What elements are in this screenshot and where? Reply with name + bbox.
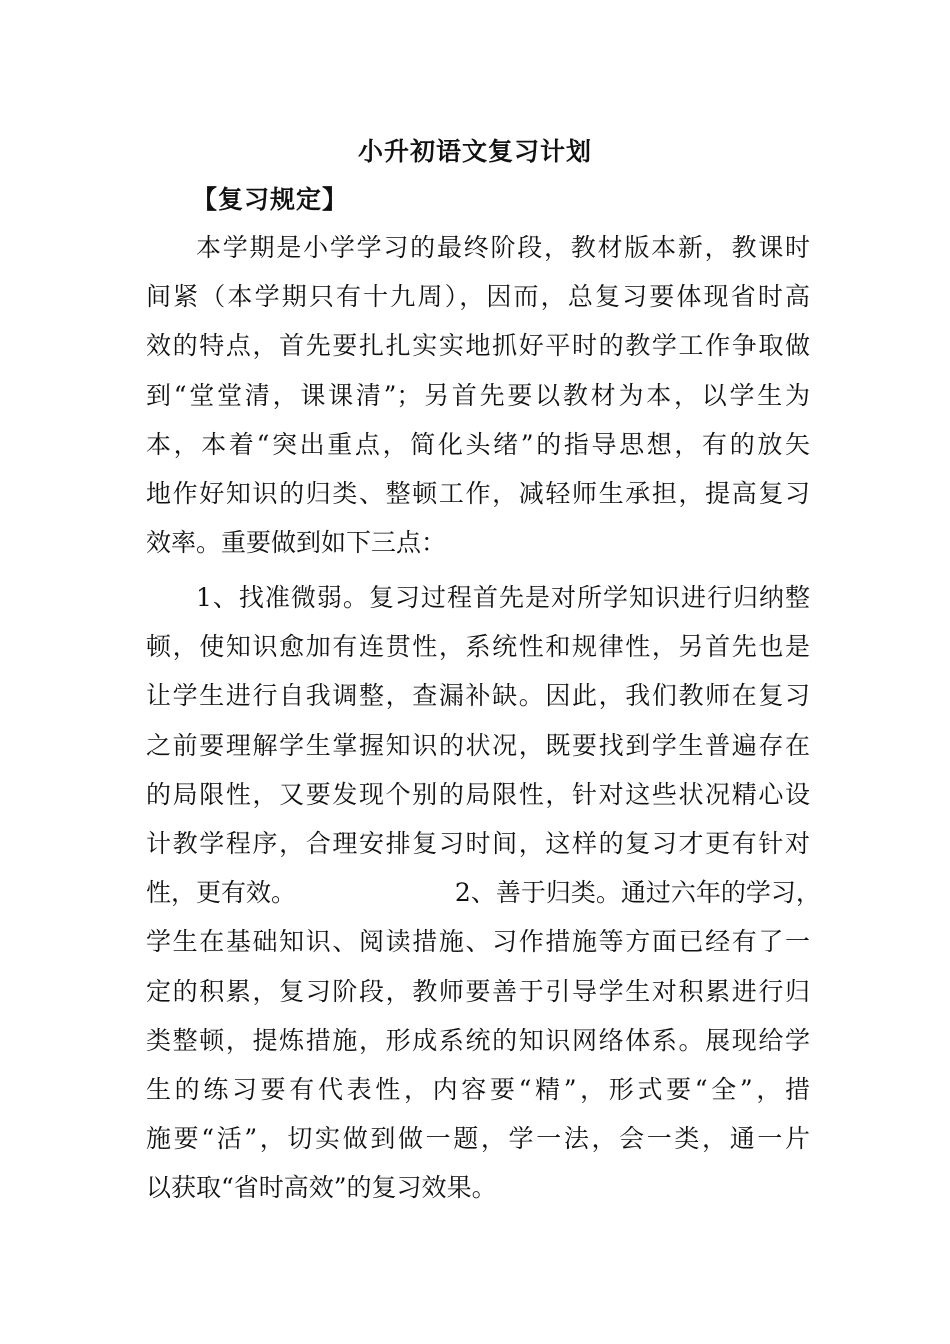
text-line: 到“堂堂清，课课清”；另首先要以教材为本，以学生为 bbox=[146, 380, 810, 410]
text-line: 之前要理解学生掌握知识的状况，既要找到学生普遍存在 bbox=[146, 730, 810, 760]
paragraph-points bbox=[146, 573, 821, 1212]
text-line: 顿，使知识愈加有连贯性，系统性和规律性，另首先也是 bbox=[146, 632, 810, 662]
paragraph-intro bbox=[146, 223, 810, 567]
text-line: 效的特点，首先要扎扎实实地抓好平时的教学工作争取做 bbox=[146, 331, 810, 361]
text-line: 间紧（本学期只有十九周），因而，总复习要体现省时高 bbox=[146, 282, 810, 312]
text-line: 本，本着“突出重点，简化头绪”的指导思想，有的放矢 bbox=[146, 429, 810, 459]
text-line: 让学生进行自我调整，查漏补缺。因此，我们教师在复习 bbox=[146, 681, 810, 711]
text-line: 学生在基础知识、阅读措施、习作措施等方面已经有了一 bbox=[146, 927, 810, 957]
document-title: 小升初语文复习计划 bbox=[357, 137, 592, 166]
text-line: 地作好知识的归类、整顿工作，减轻师生承担，提高复习 bbox=[146, 478, 810, 508]
text-line: 类整顿，提炼措施，形成系统的知识网络体系。展现给学 bbox=[146, 1025, 810, 1055]
text-line: 施要“活”，切实做到做一题，学一法，会一类，通一片 bbox=[146, 1124, 810, 1154]
text-line: 性，更有效。 2、善于归类。通过六年的学习， bbox=[146, 878, 821, 908]
text-line: 计教学程序，合理安排复习时间，这样的复习才更有针对 bbox=[146, 828, 810, 858]
text-line: 的局限性，又要发现个别的局限性，针对这些状况精心设 bbox=[146, 779, 810, 809]
text-line: 以获取“省时高效”的复习效果。 bbox=[146, 1173, 497, 1203]
text-line: 本学期是小学学习的最终阶段，教材版本新，教课时 bbox=[196, 233, 810, 262]
text-line: 生的练习要有代表性，内容要“精”，形式要“全”，措 bbox=[146, 1074, 810, 1104]
text-line: 定的积累，复习阶段，教师要善于引导学生对积累进行归 bbox=[146, 976, 810, 1006]
section-heading: 【复习规定】 bbox=[192, 185, 349, 214]
text-line: 效率。重要做到如下三点： bbox=[146, 528, 447, 558]
text-line: 1、找准微弱。复习过程首先是对所学知识进行归纳整 bbox=[196, 583, 810, 612]
